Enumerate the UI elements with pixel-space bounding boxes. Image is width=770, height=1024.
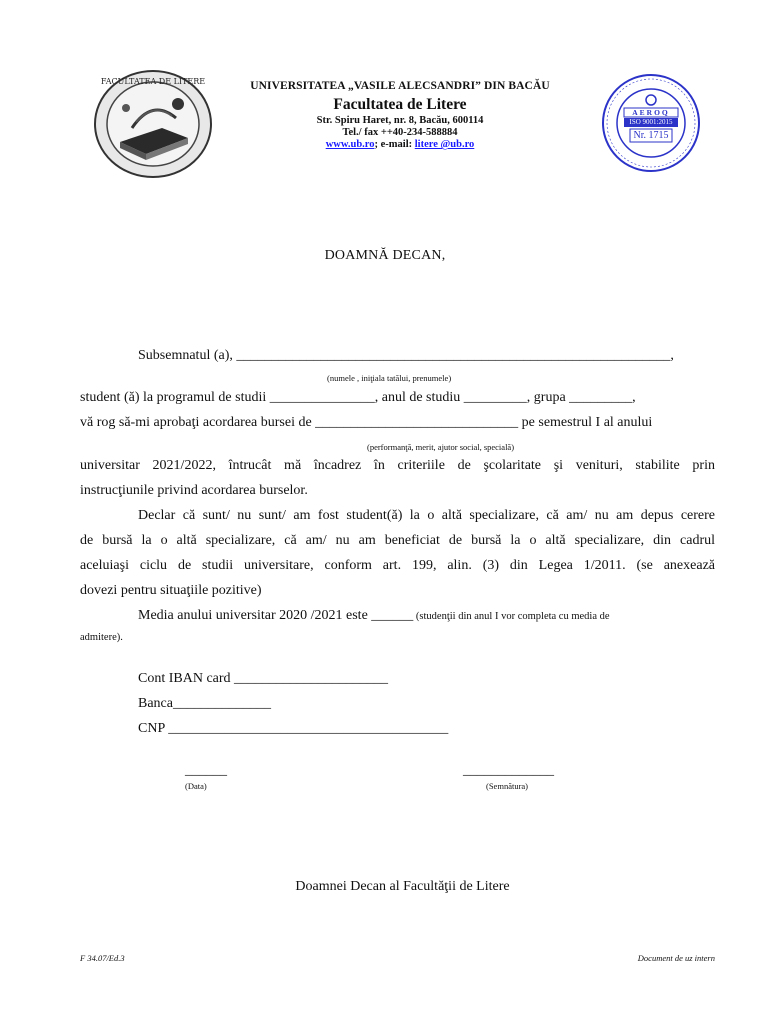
- media-main: Media anului universitar 2020 /2021 este ______: [138, 608, 414, 623]
- hint-name: (numele , iniţiala tatălui, prenumele): [327, 373, 452, 383]
- media-note: (studenţii din anul I vor completa cu media de: [413, 611, 610, 622]
- signature-line: _____________: [463, 763, 554, 778]
- line-criteria: universitar 2021/2022, întrucât mă încadrez în criteriile de şcolaritate şi venituri, stabilite prin: [80, 458, 715, 473]
- cert-nr: Nr. 1715: [633, 130, 669, 141]
- svg-text:FACULTATEA DE LITERE: FACULTATEA DE LITERE: [100, 77, 206, 86]
- line-media: [138, 608, 610, 624]
- date-label: (Data): [185, 781, 207, 791]
- signature-label: (Semnătura): [486, 781, 529, 791]
- cnp-field: CNP ________________________________________: [138, 721, 449, 736]
- line-instructions: instrucţiunile privind acordarea burselor.: [80, 483, 308, 498]
- address: Str. Spiru Haret, nr. 8, Bacău, 600114: [316, 115, 484, 126]
- website-link[interactable]: www.ub.ro: [325, 139, 375, 150]
- footer-note: Document de uz intern: [637, 953, 715, 963]
- line-declar-1: Declar că sunt/ nu sunt/ am fost student(ă) la o altă specializare, că am/ nu am depus cerere: [138, 508, 715, 523]
- banca-field: Banca______________: [138, 696, 271, 711]
- university-name: UNIVERSITATEA „VASILE ALECSANDRI” DIN BACĂU: [250, 80, 550, 92]
- line-declar-2: de bursă la o altă specializare, că am/ nu am beneficiat de bursă la o altă specializare, din cadrul: [80, 533, 715, 548]
- faculty-name: Facultatea de Litere: [333, 96, 467, 113]
- cert-iso: ISO 9001:2015: [629, 118, 673, 126]
- faculty-seal-icon: [92, 68, 214, 180]
- phone: Tel./ fax ++40-234-588884: [342, 127, 458, 138]
- certification-seal-icon: [600, 72, 702, 174]
- line-declar-4: dovezi pentru situaţiile pozitive): [80, 583, 262, 598]
- footer-code: F 34.07/Ed.3: [80, 953, 125, 963]
- line-name: Subsemnatul (a), ______________________________________________________________,: [138, 348, 674, 363]
- page-title: DOAMNĂ DECAN,: [324, 248, 446, 263]
- line-declar-3: aceluiaşi ciclu de studii universitare, conform art. 199, alin. (3) din Legea 1/2011. (se anexează: [80, 558, 715, 573]
- iban-field: Cont IBAN card ______________________: [138, 671, 389, 686]
- line-bursa: vă rog să-mi aprobaţi acordarea bursei de _____________________________ pe semestrul I al anului: [80, 415, 653, 430]
- line-program: student (ă) la programul de studii _______________, anul de studiu _________, grupa _________,: [80, 390, 636, 405]
- hint-bursa: (performanţă, merit, ajutor social, specială): [367, 442, 515, 452]
- line-admitere: admitere).: [80, 632, 123, 643]
- email-label: ; e-mail:: [374, 139, 415, 150]
- email-link[interactable]: litere @ub.ro: [414, 139, 475, 150]
- cert-brand: AEROQ: [632, 108, 670, 117]
- contact-line: [200, 139, 600, 150]
- addressee: Doamnei Decan al Facultăţii de Litere: [295, 879, 510, 894]
- date-line: ______: [185, 763, 227, 778]
